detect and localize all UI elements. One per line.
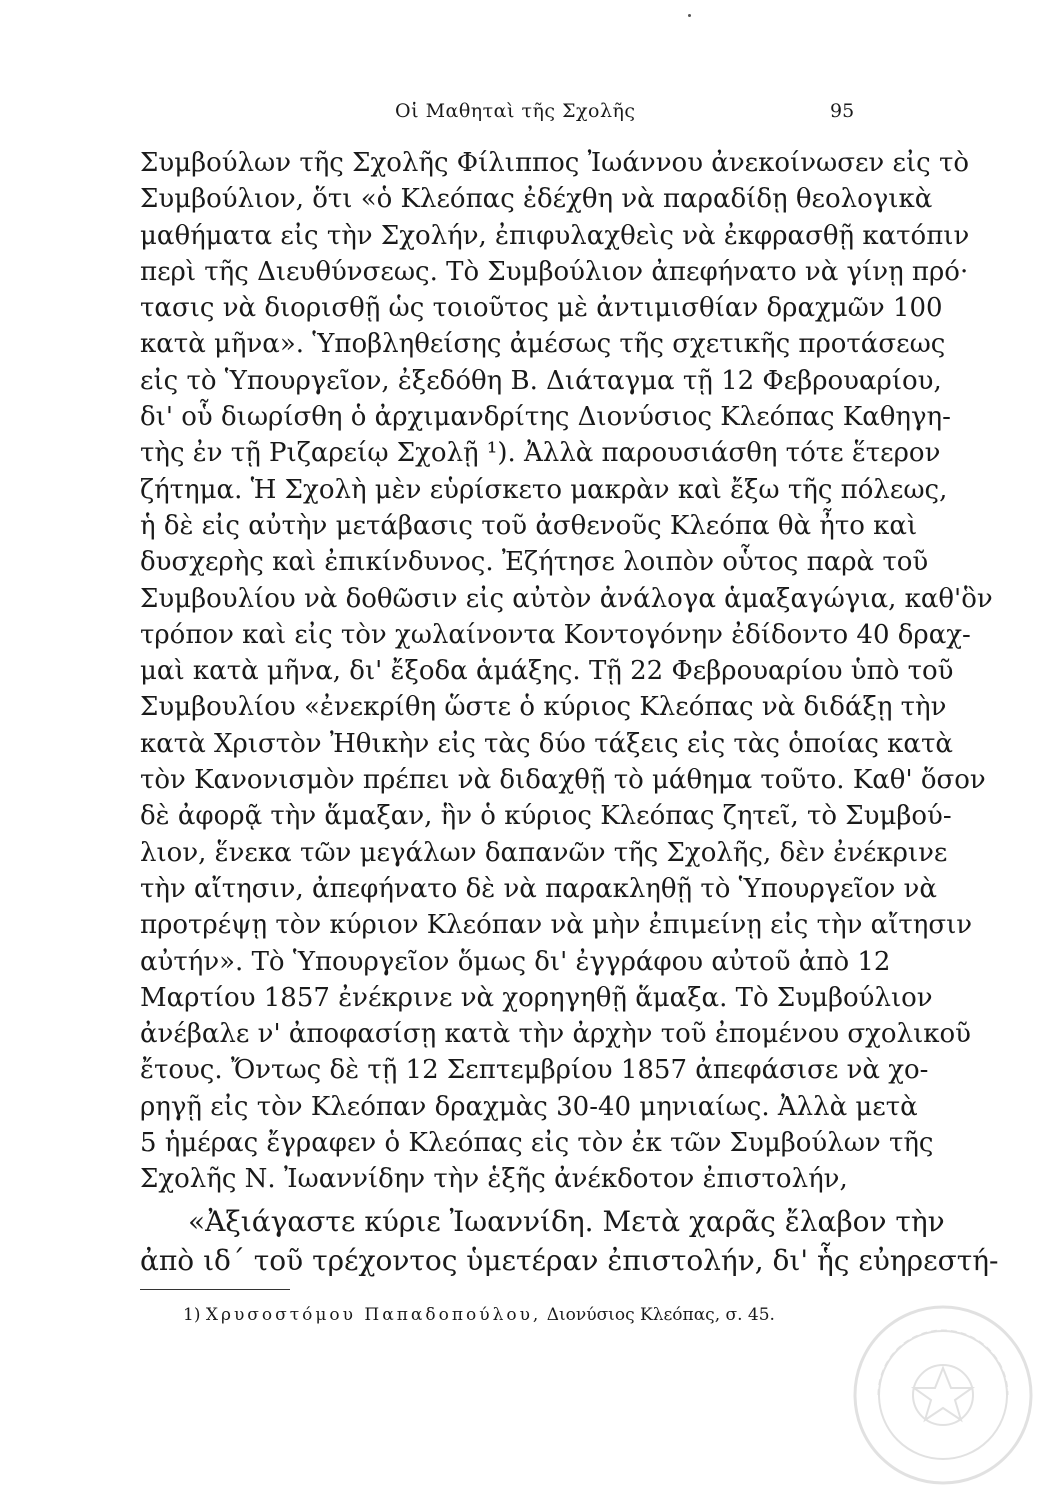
page-number: 95: [830, 100, 855, 122]
main-text-body: [140, 145, 999, 1280]
text-line: κατὰ Χριστὸν Ἠθικὴν εἰς τὰς δύο τάξεις εἰς τὰς ὁποίας κατὰ: [140, 728, 953, 759]
text-line: τασις νὰ διορισθῇ ὡς τοιοῦτος μὲ ἀντιμισθίαν δραχμῶν 100: [140, 293, 943, 324]
text-line: Συμβούλων τῆς Σχολῆς Φίλιππος Ἰωάννου ἀνεκοίνωσεν εἰς τὸ: [140, 148, 970, 178]
text-line: τρόπον καὶ εἰς τὸν χωλαίνοντα Κοντογόνην ἐδίδοντο 40 δραχ-: [140, 619, 971, 650]
text-line: Σχολῆς Ν. Ἰωαννίδην τὴν ἑξῆς ἀνέκδοτον ἐπιστολήν,: [140, 1164, 848, 1195]
text-line: περὶ τῆς Διευθύνσεως. Τὸ Συμβούλιον ἀπεφήνατο νὰ γίνῃ πρό·: [140, 256, 969, 287]
text-line: δι' οὗ διωρίσθη ὁ ἀρχιμανδρίτης Διονύσιος Κλεόπας Καθηγη-: [140, 402, 951, 433]
text-line: δυσχερὴς καὶ ἐπικίνδυνος. Ἐζήτησε λοιπὸν οὗτος παρὰ τοῦ: [140, 547, 929, 578]
text-line: εἰς τὸ Ὑπουργεῖον, ἐξεδόθη Β. Διάταγμα τῇ 12 Φεβρουαρίου,: [140, 365, 942, 396]
text-line: δὲ ἀφορᾷ τὴν ἅμαξαν, ἣν ὁ κύριος Κλεόπας ζητεῖ, τὸ Συμβού-: [140, 801, 952, 832]
footnote: [183, 1305, 775, 1325]
page-header: [0, 100, 1049, 130]
quoted-letter: [140, 1202, 999, 1280]
text-line: τὴς ἐν τῇ Ριζαρείῳ Σχολῇ ¹). Ἀλλὰ παρουσιάσθη τότε ἕτερον: [140, 438, 941, 469]
running-title: Οἱ Μαθηταὶ τῆς Σχολῆς: [395, 100, 636, 122]
text-line: Συμβουλίου νὰ δοθῶσιν εἰς αὐτὸν ἀνάλογα ἁμαξαγώγια, καθ'ὃν: [140, 583, 993, 614]
text-line: ζήτημα. Ἡ Σχολὴ μὲν εὑρίσκετο μακρὰν καὶ ἔξω τῆς πόλεως,: [140, 474, 948, 505]
text-line: λιον, ἕνεκα τῶν μεγάλων δαπανῶν τῆς Σχολῆς, δὲν ἐνέκρινε: [140, 837, 948, 868]
text-line: ρηγῇ εἰς τὸν Κλεόπαν δραχμὰς 30-40 μηνιαίως. Ἀλλὰ μετὰ: [140, 1091, 918, 1122]
footnote-title: Διονύσιος Κλεόπας, σ. 45.: [546, 1305, 775, 1325]
text-line: προτρέψῃ τὸν κύριον Κλεόπαν νὰ μὴν ἐπιμείνῃ εἰς τὴν αἴτησιν: [140, 910, 973, 941]
text-line: 5 ἡμέρας ἔγραφεν ὁ Κλεόπας εἰς τὸν ἐκ τῶν Συμβούλων τῆς: [140, 1128, 934, 1159]
letter-line: «Ἀξιάγαστε κύριε Ἰωαννίδη. Μετὰ χαρᾶς ἔλαβον τὴν: [188, 1204, 945, 1238]
text-line: Συμβουλίου «ἐνεκρίθη ὥστε ὁ κύριος Κλεόπας νὰ διδάξῃ τὴν: [140, 692, 947, 723]
text-line: αὐτήν». Τὸ Ὑπουργεῖον ὅμως δι' ἐγγράφου αὐτοῦ ἀπὸ 12: [140, 946, 891, 977]
letter-line: ἀπὸ ιδ΄ τοῦ τρέχοντος ὑμετέραν ἐπιστολήν, δι' ἧς εὐηρεστή-: [140, 1243, 999, 1277]
text-line: ἀνέβαλε ν' ἀποφασίσῃ κατὰ τὴν ἀρχὴν τοῦ ἐπομένου σχολικοῦ: [140, 1019, 971, 1050]
text-line: Συμβούλιον, ὅτι «ὁ Κλεόπας ἐδέχθη νὰ παραδίδῃ θεολογικὰ: [140, 184, 933, 215]
text-line: ἡ δὲ εἰς αὐτὴν μετάβασις τοῦ ἀσθενοῦς Κλεόπα θὰ ἦτο καὶ: [140, 510, 918, 541]
text-line: μαὶ κατὰ μῆνα, δι' ἔξοδα ἁμάξης. Τῇ 22 Φεβρουαρίου ὑπὸ τοῦ: [140, 656, 954, 687]
text-line: μαθήματα εἰς τὴν Σχολήν, ἐπιφυλαχθεὶς νὰ ἐκφρασθῇ κατόπιν: [140, 220, 970, 251]
scan-speck: [688, 14, 691, 17]
text-line: τὸν Κανονισμὸν πρέπει νὰ διδαχθῇ τὸ μάθημα τοῦτο. Καθ' ὅσον: [140, 765, 986, 796]
footnote-marker: 1): [183, 1305, 201, 1325]
text-line: ἔτους. Ὄντως δὲ τῇ 12 Σεπτεμβρίου 1857 ἀπεφάσισε νὰ χο-: [140, 1055, 929, 1086]
text-line: Μαρτίου 1857 ἐνέκρινε νὰ χορηγηθῇ ἅμαξα. Τὸ Συμβούλιον: [140, 982, 933, 1013]
text-line: τὴν αἴτησιν, ἀπεφήνατο δὲ νὰ παρακληθῇ τὸ Ὑπουργεῖον νὰ: [140, 873, 937, 904]
library-stamp-icon: [848, 1300, 1038, 1490]
footnote-author: Χρυσοστόμου Παπαδοπούλου,: [205, 1305, 542, 1325]
text-line: κατὰ μῆνα». Ὑποβληθείσης ἀμέσως τῆς σχετικῆς προτάσεως: [140, 329, 946, 360]
footnote-divider: [140, 1289, 290, 1290]
